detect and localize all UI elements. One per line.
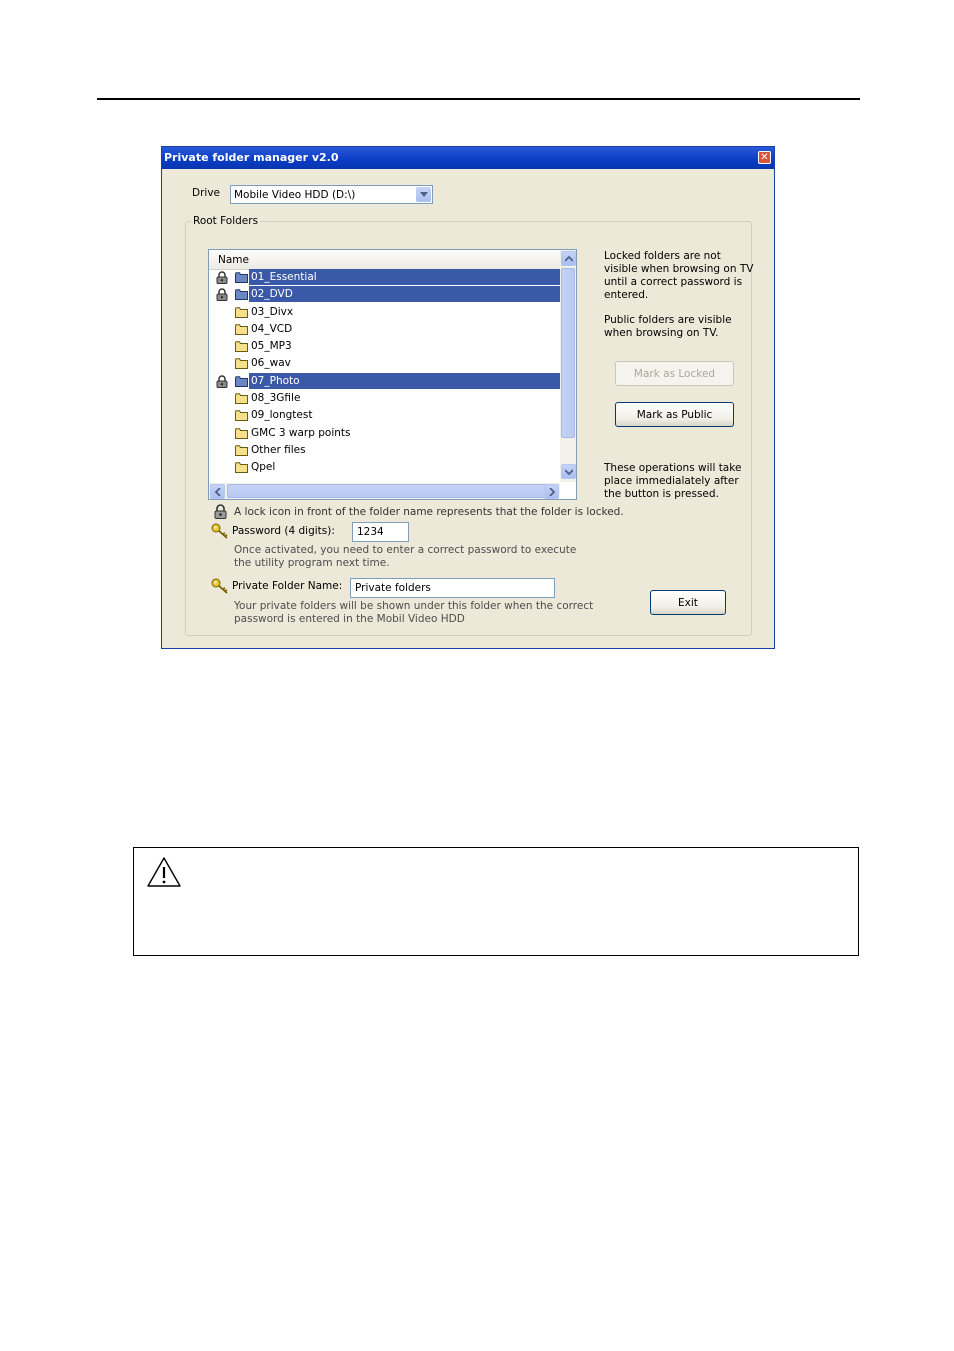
folder-icon (235, 445, 248, 456)
close-icon: ✕ (760, 152, 769, 163)
chevron-left-icon (214, 488, 222, 496)
folder-row[interactable] (209, 286, 576, 303)
lock-icon (216, 375, 228, 388)
public-note: Public folders are visible when browsing on TV. (604, 314, 732, 339)
folder-name: 06_wav (251, 357, 291, 370)
folder-icon (235, 307, 248, 318)
drive-value: Mobile Video HDD (D:\) (234, 189, 356, 201)
scroll-down-button[interactable] (561, 464, 576, 479)
name-column-header[interactable] (209, 250, 576, 270)
operations-note: These operations will take place immedialately after the button is pressed. (604, 462, 742, 500)
chevron-right-icon (548, 488, 556, 496)
lock-icon (216, 271, 228, 284)
folder-row[interactable] (209, 338, 576, 355)
warning-box (133, 847, 859, 956)
folder-name: 09_longtest (251, 409, 313, 422)
vertical-scrollbar[interactable] (560, 250, 576, 482)
folder-icon (235, 428, 248, 439)
exit-button[interactable]: Exit (650, 590, 726, 615)
folder-name: 04_VCD (251, 322, 293, 335)
folder-row[interactable] (209, 459, 576, 476)
drive-select[interactable] (230, 185, 433, 204)
folder-row[interactable] (209, 425, 576, 442)
locked-note: Locked folders are not visible when browsing on TV until a correct password is entered. (604, 250, 754, 301)
password-input[interactable] (352, 522, 409, 542)
scroll-left-button[interactable] (210, 484, 225, 499)
private-folder-name-input[interactable] (350, 578, 555, 598)
folder-icon (235, 324, 248, 335)
folder-row[interactable] (209, 321, 576, 338)
private-folder-hint: Your private folders will be shown under this folder when the correct password is entered in the Mobil Video HDD (234, 600, 594, 625)
private-folder-manager-window (161, 146, 775, 649)
password-hint: Once activated, you need to enter a correct password to execute the utility program next time. (234, 544, 577, 569)
lock-icon (216, 288, 228, 301)
folder-icon (235, 410, 248, 421)
vertical-scroll-thumb[interactable] (561, 268, 575, 438)
root-folders-label: Root Folders (193, 215, 259, 227)
folder-row[interactable] (209, 442, 576, 459)
mark-as-public-button[interactable]: Mark as Public (615, 402, 734, 427)
folder-icon (235, 462, 248, 473)
folder-icon (235, 272, 248, 283)
folder-row[interactable] (209, 304, 576, 321)
drive-label: Drive (192, 187, 220, 199)
folder-name: 08_3Gfile (251, 392, 301, 405)
window-title: Private folder manager v2.0 (164, 151, 339, 164)
chevron-down-icon (565, 468, 573, 476)
folder-name: GMC 3 warp points (251, 426, 351, 439)
folder-name: 03_Divx (251, 305, 294, 318)
key-icon (211, 523, 229, 539)
horizontal-scrollbar[interactable] (209, 483, 560, 499)
folder-row[interactable] (209, 407, 576, 424)
folder-icon (235, 341, 248, 352)
folder-row[interactable] (209, 390, 576, 407)
folder-icon (235, 393, 248, 404)
folder-icon (235, 376, 248, 387)
title-bar[interactable] (162, 147, 774, 169)
folder-name: 02_DVD (249, 286, 576, 302)
warning-icon (146, 856, 182, 888)
folder-rows (209, 269, 576, 477)
folder-name: 01_Essential (249, 269, 576, 285)
horizontal-scroll-thumb[interactable] (227, 484, 553, 498)
scroll-right-button[interactable] (544, 484, 559, 499)
chevron-down-icon[interactable] (416, 187, 431, 202)
private-folder-name-label: Private Folder Name: (232, 580, 343, 592)
name-column-label: Name (218, 254, 249, 266)
folder-row[interactable] (209, 269, 576, 286)
close-button[interactable] (758, 151, 771, 164)
folder-icon (235, 289, 248, 300)
chevron-up-icon (565, 255, 573, 263)
folder-list[interactable] (208, 249, 577, 500)
page-top-rule (97, 98, 860, 100)
folder-name: 05_MP3 (251, 340, 292, 353)
scroll-up-button[interactable] (561, 251, 576, 266)
folder-name: 07_Photo (249, 373, 576, 389)
lock-legend: A lock icon in front of the folder name represents that the folder is locked. (234, 506, 624, 518)
folder-name: Qpel (251, 461, 276, 474)
folder-icon (235, 358, 248, 369)
folder-row[interactable] (209, 373, 576, 390)
folder-row[interactable] (209, 355, 576, 372)
folder-name: Other files (251, 443, 306, 456)
mark-as-locked-button[interactable]: Mark as Locked (615, 361, 734, 386)
password-label: Password (4 digits): (232, 525, 335, 537)
lock-icon (214, 504, 227, 519)
key-icon (211, 578, 229, 594)
